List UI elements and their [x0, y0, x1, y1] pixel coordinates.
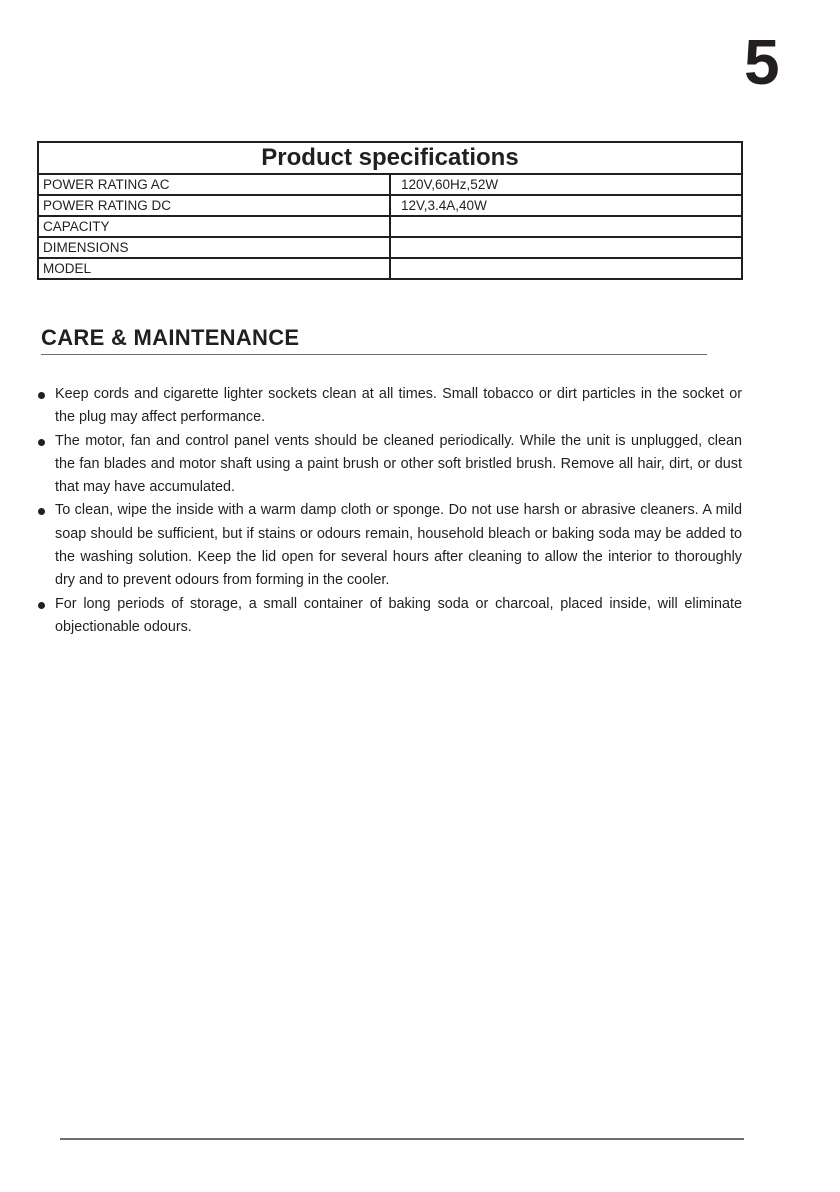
list-item-text: Keep cords and cigarette lighter sockets clean at all times. Small tobacco or dirt particles in the socket or the plug may affect performance. — [55, 386, 742, 426]
list-item — [36, 593, 742, 640]
heading-divider — [41, 354, 707, 355]
care-instructions-list — [36, 383, 742, 639]
spec-label: DIMENSIONS — [38, 237, 390, 258]
spec-value — [390, 258, 742, 279]
spec-label: MODEL — [38, 258, 390, 279]
bullet-icon — [38, 392, 45, 399]
spec-value — [390, 216, 742, 237]
spec-row-model — [38, 258, 742, 279]
spec-label: POWER RATING AC — [38, 174, 390, 195]
spec-label: CAPACITY — [38, 216, 390, 237]
list-item — [36, 499, 742, 592]
list-item-text: For long periods of storage, a small container of baking soda or charcoal, placed inside, will eliminate objectionable odours. — [55, 595, 742, 635]
list-item — [36, 383, 742, 430]
spec-value: 12V,3.4A,40W — [390, 195, 742, 216]
bullet-icon — [38, 508, 45, 515]
spec-table-title: Product specifications — [38, 142, 742, 174]
spec-table-header-row — [38, 142, 742, 174]
list-item — [36, 430, 742, 500]
list-item-text: To clean, wipe the inside with a warm damp cloth or sponge. Do not use harsh or abrasive cleaners. A mild soap should be sufficient, but if stains or odours remain, household bleach or baking soda may be added to the washing solution. Keep the lid open for several hours after cleaning to allow the interior to thoroughly dry and to prevent odours from forming in the cooler. — [55, 502, 742, 589]
spec-label: POWER RATING DC — [38, 195, 390, 216]
spec-row-dimensions — [38, 237, 742, 258]
bullet-icon — [38, 439, 45, 446]
spec-value: 120V,60Hz,52W — [390, 174, 742, 195]
spec-row-power-ac — [38, 174, 742, 195]
spec-row-capacity — [38, 216, 742, 237]
spec-value — [390, 237, 742, 258]
spec-row-power-dc — [38, 195, 742, 216]
product-specifications-table — [37, 141, 743, 280]
footer-divider — [60, 1138, 744, 1140]
care-maintenance-heading: CARE & MAINTENANCE — [41, 325, 300, 350]
bullet-icon — [38, 602, 45, 609]
list-item-text: The motor, fan and control panel vents should be cleaned periodically. While the unit is unplugged, clean the fan blades and motor shaft using a paint brush or other soft bristled brush. Remove all hair, dirt, or dust that may have accumulated. — [55, 432, 742, 496]
page-number: 5 — [744, 26, 780, 98]
